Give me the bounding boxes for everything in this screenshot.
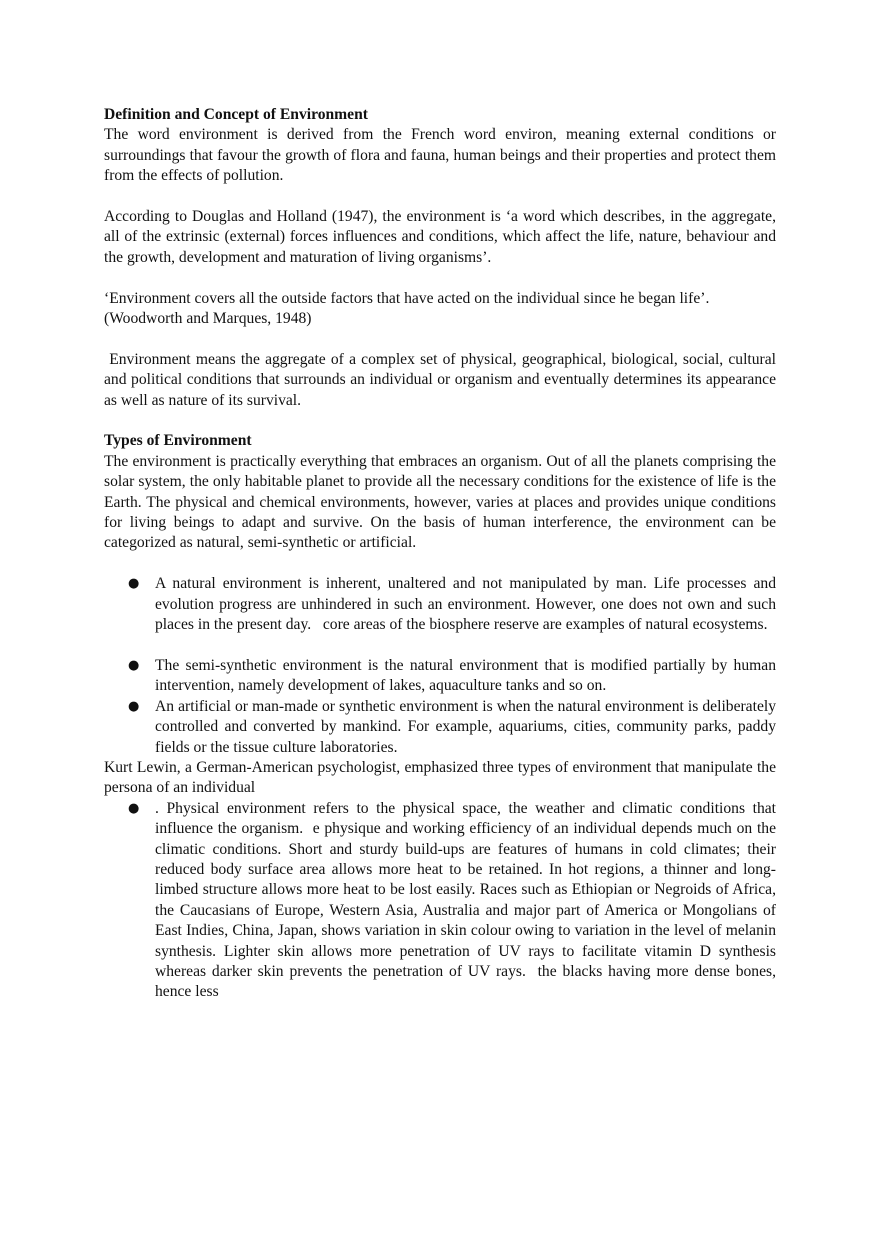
list-item-text: . Physical environment refers to the physical space, the weather and climatic conditions that influence the organism. e physique and working efficiency of an individual depends much on the climatic conditions. Short and sturdy build-ups are features of humans in cold climates; their reduced body surface area allows more heat to be retained. In hot regions, a thinner and long-limbed structure allows more heat to be lost easily. Races such as Ethiopian or Negroids of Africa, the Caucasians of Europe, Western Asia, Australia and major part of America or Mongolians of East Indies, China, Japan, shows variation in skin colour owing to variation in the level of melanin synthesis. Lighter skin allows more penetration of UV rays to facilitate vitamin D synthesis whereas darker skin prevents the penetration of UV rays. the blacks having more dense bones, hence less <box>155 799 780 1001</box>
paragraph-definition: The word environment is derived from the French word environ, meaning external conditions or surroundings that favour the growth of flora and fauna, human beings and their properties and protect them from the effects of pollution. <box>104 126 776 185</box>
list-item-artificial <box>104 697 776 758</box>
paragraph-douglas-holland: According to Douglas and Holland (1947), the environment is ‘a word which describes, in the aggregate, all of the extrinsic (external) forces influences and conditions, which affect the life, nature, behaviour and the growth, development and maturation of living organisms’. <box>104 208 776 266</box>
bullet-icon: ● <box>128 576 140 592</box>
section-heading-types: Types of Environment <box>104 432 252 450</box>
paragraph-kurt-lewin: Kurt Lewin, a German-American psychologist, emphasized three types of environment that manipulate the persona of an individual <box>104 758 776 797</box>
spacer <box>104 411 776 431</box>
bullet-icon: ● <box>128 800 140 816</box>
environment-types-list <box>104 574 780 758</box>
list-item-natural <box>104 574 780 635</box>
bullet-icon: ● <box>128 698 140 714</box>
paragraph-woodworth-quote: ‘Environment covers all the outside factors that have acted on the individual since he began life’. (Woodworth and Marques, 1948) <box>104 289 710 328</box>
list-item-semi-synthetic <box>104 656 776 697</box>
list-item-text: The semi-synthetic environment is the natural environment that is modified partially by human intervention, namely development of lakes, aquaculture tanks and so on. <box>155 656 776 695</box>
bullet-icon: ● <box>128 657 140 673</box>
lewin-types-list <box>104 799 780 1003</box>
list-item-text: A natural environment is inherent, unaltered and not manipulated by man. Life processes and evolution progress are unhindered in such an environment. However, one does not own and such places in the present day. core areas of the biosphere reserve are examples of natural ecosystems. <box>155 575 780 634</box>
spacer <box>104 329 776 349</box>
spacer <box>104 635 776 655</box>
list-item-physical-environment <box>104 799 780 1003</box>
section-heading-definition: Definition and Concept of Environment <box>104 106 368 123</box>
paragraph-aggregate: Environment means the aggregate of a complex set of physical, geographical, biological, social, cultural and political conditions that surrounds an individual or organism and eventually determines its appearance as well as nature of its survival. <box>104 350 780 409</box>
spacer <box>104 554 776 574</box>
document-page <box>104 105 780 1003</box>
list-item-text: An artificial or man-made or synthetic environment is when the natural environment is deliberately controlled and converted by mankind. For example, aquariums, cities, community parks, paddy fields or the tissue culture laboratories. <box>155 697 776 756</box>
spacer <box>104 187 776 207</box>
spacer <box>104 268 776 288</box>
paragraph-types-intro: The environment is practically everything that embraces an organism. Out of all the planets comprising the solar system, the only habitable planet to provide all the necessary conditions for the existence of life is the Earth. The physical and chemical environments, however, varies at places and provides unique conditions for living beings to adapt and survive. On the basis of human interference, the environment can be categorized as natural, semi-synthetic or artificial. <box>104 452 776 552</box>
